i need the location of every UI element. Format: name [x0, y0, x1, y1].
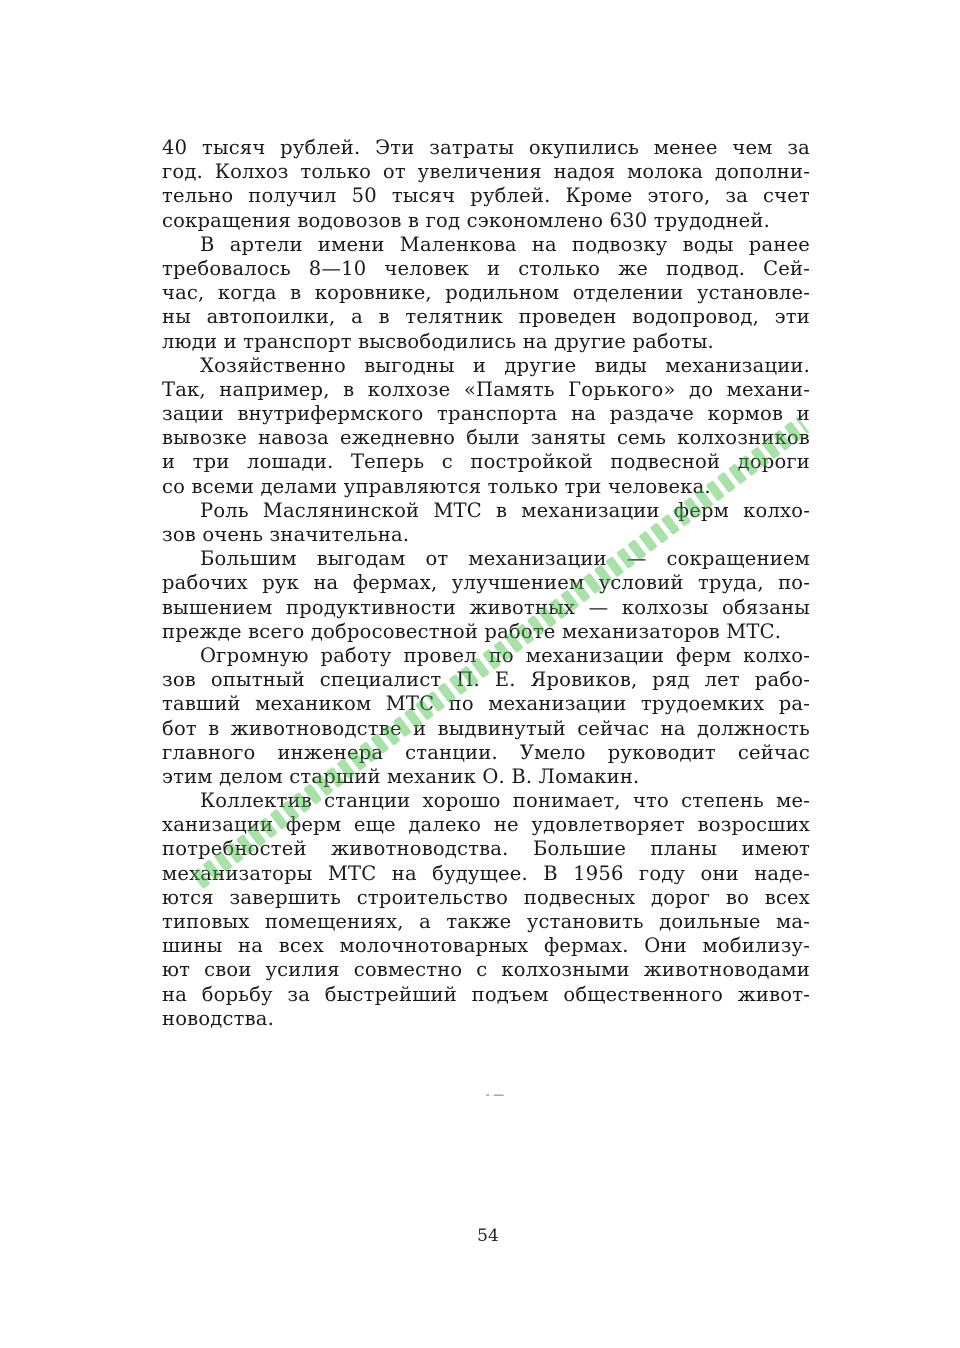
body-text	[162, 136, 810, 1031]
text-line: ханизации ферм еще далеко не удовлетворяет возросших	[162, 813, 810, 837]
text-line: люди и транспорт высвободились на другие работы.	[162, 329, 714, 353]
text-line: шины на всех молочнотоварных фермах. Они мобилизу-	[162, 934, 810, 958]
text-line: зов очень значительна.	[162, 523, 410, 546]
text-line: вывозке навоза ежедневно были заняты семь колхозников	[162, 426, 810, 450]
text-line: со всеми делами управляются только три человека.	[162, 474, 711, 498]
text-line: Роль Маслянинской МТС в механизации ферм колхо-	[200, 498, 810, 522]
text-line: Огромную работу провел по механизации ферм колхо-	[200, 643, 810, 667]
text-line: ют свои усилия совместно с колхозными животноводами	[162, 958, 810, 982]
text-line: типовых помещениях, а также установить доильные ма-	[162, 910, 810, 933]
text-line: 40 тысяч рублей. Эти затраты окупились менее чем за	[162, 136, 810, 159]
text-line: Коллектив станции хорошо понимает, что степень ме-	[200, 789, 810, 813]
text-line: требовалось 8—10 человек и столько же подвод. Сей-	[162, 256, 810, 280]
text-line: сокращения водовозов в год сэкономлено 630 трудодней.	[162, 208, 770, 232]
text-line: новодства.	[162, 1006, 274, 1030]
text-line: Так, например, в колхозе «Память Горького» до механи-	[162, 377, 810, 401]
text-line: потребностей животноводства. Большие планы имеют	[162, 837, 810, 861]
text-line: главного инженера станции. Умело руководит сейчас	[162, 740, 810, 764]
text-line: Большим выгодам от механизации — сокращением	[200, 547, 810, 571]
text-line: Хозяйственно выгодны и другие виды механизации.	[200, 353, 810, 377]
text-line: рабочих рук на фермах, улучшением условий труда, по-	[162, 571, 810, 595]
text-line: ны автопоилки, а в телятник проведен водопровод, эти	[162, 305, 810, 329]
text-line: час, когда в коровнике, родильном отделении установле-	[162, 281, 810, 305]
text-line: и три лошади. Теперь с постройкой подвесной дороги	[162, 450, 810, 474]
text-line: зации внутрифермского транспорта на раздаче кормов и	[162, 402, 810, 426]
text-line: ются завершить строительство подвесных дорог во всех	[162, 885, 810, 909]
text-line: тельно получил 50 тысяч рублей. Кроме этого, за счет	[162, 184, 810, 208]
text-line: зов опытный специалист П. Е. Яровиков, ряд лет рабо-	[162, 668, 810, 692]
text-line: вышением продуктивности животных — колхозы обязаны	[162, 595, 810, 619]
text-line: на борьбу за быстрейший подъем общественного живот-	[162, 982, 810, 1006]
text-line: прежде всего добросовестной работе механизаторов МТС.	[162, 619, 782, 643]
text-line: этим делом старший механик О. В. Ломакин.	[162, 764, 640, 788]
text-line: тавший механиком МТС по механизации трудоемких ра-	[162, 692, 810, 716]
page-number: 54	[477, 1226, 499, 1246]
text-line: бот в животноводстве и выдвинутый сейчас на должность	[162, 716, 810, 740]
text-line: механизаторы МТС на будущее. В 1956 году они наде-	[162, 861, 810, 885]
text-line: год. Колхоз только от увеличения надоя молока дополни-	[162, 160, 810, 184]
text-line: В артели имени Маленкова на подвозку воды ранее	[200, 232, 810, 256]
separator-mark: - —	[485, 1088, 505, 1101]
